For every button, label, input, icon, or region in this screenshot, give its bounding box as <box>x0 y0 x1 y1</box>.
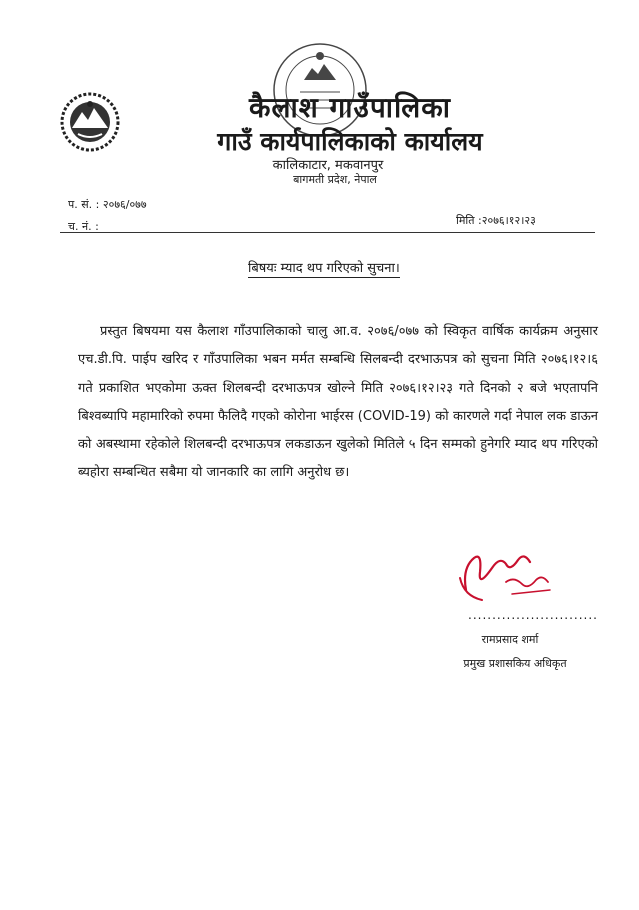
letter-body <box>78 318 598 488</box>
header-divider <box>60 232 595 233</box>
signer-role: प्रमुख प्रशासकिय अधिकृत <box>463 657 567 670</box>
handwritten-signature <box>452 538 562 608</box>
address-line-2: बागमती प्रदेश, नेपाल <box>293 173 377 186</box>
signature-line: ........................... <box>468 608 598 622</box>
office-subtitle: गाउँ कार्यपालिकाको कार्यालय <box>217 127 483 156</box>
body-paragraph: प्रस्तुत बिषयमा यस कैलाश गाँउपालिकाको चालु आ.व. २०७६/०७७ को स्विकृत वार्षिक कार्यक्रम अनुसार एच.डी.पि. पाईप खरिद र गाँउपालिका भबन मर्मत सम्बन्धि सिलबन्दी दरभाऊपत्र को सुचना मिति २०७६।१२।६ गते प्रकाशित भएकोमा ऊक्त शिलबन्दी दरभाऊपत्र खोल्ने मिति २०७६।१२।२३ गते दिनको २ बजे भएतापनि बिश्वब्यापि महामारिको रुपमा फैलिदै गएको कोरोना भाईरस (COVID-19) को कारणले गर्दा नेपाल लक डाऊन को अबस्थामा रहेकोले शिलबन्दी दरभाऊपत्र लकडाऊन खुलेको मितिले ५ दिन सम्मको हुनेगरि म्याद थप गरिएको ब्यहोरा सम्बन्धित सबैमा यो जानकारि का लागि अनुरोध छ। <box>78 324 598 481</box>
signer-name: रामप्रसाद शर्मा <box>481 633 539 646</box>
office-title: कैलाश गाउँपालिका <box>248 91 452 124</box>
letter-date: मिति :२०७६।१२।२३ <box>456 214 536 227</box>
address-line-1: कालिकाटार, मकवानपुर <box>272 158 384 173</box>
government-emblem-icon <box>58 90 122 154</box>
dispatch-number: च. नं. : <box>68 220 99 233</box>
reference-number: प. सं. : २०७६/०७७ <box>68 198 147 211</box>
letter-subject: बिषयः म्याद थप गरिएको सुचना। <box>248 258 400 278</box>
